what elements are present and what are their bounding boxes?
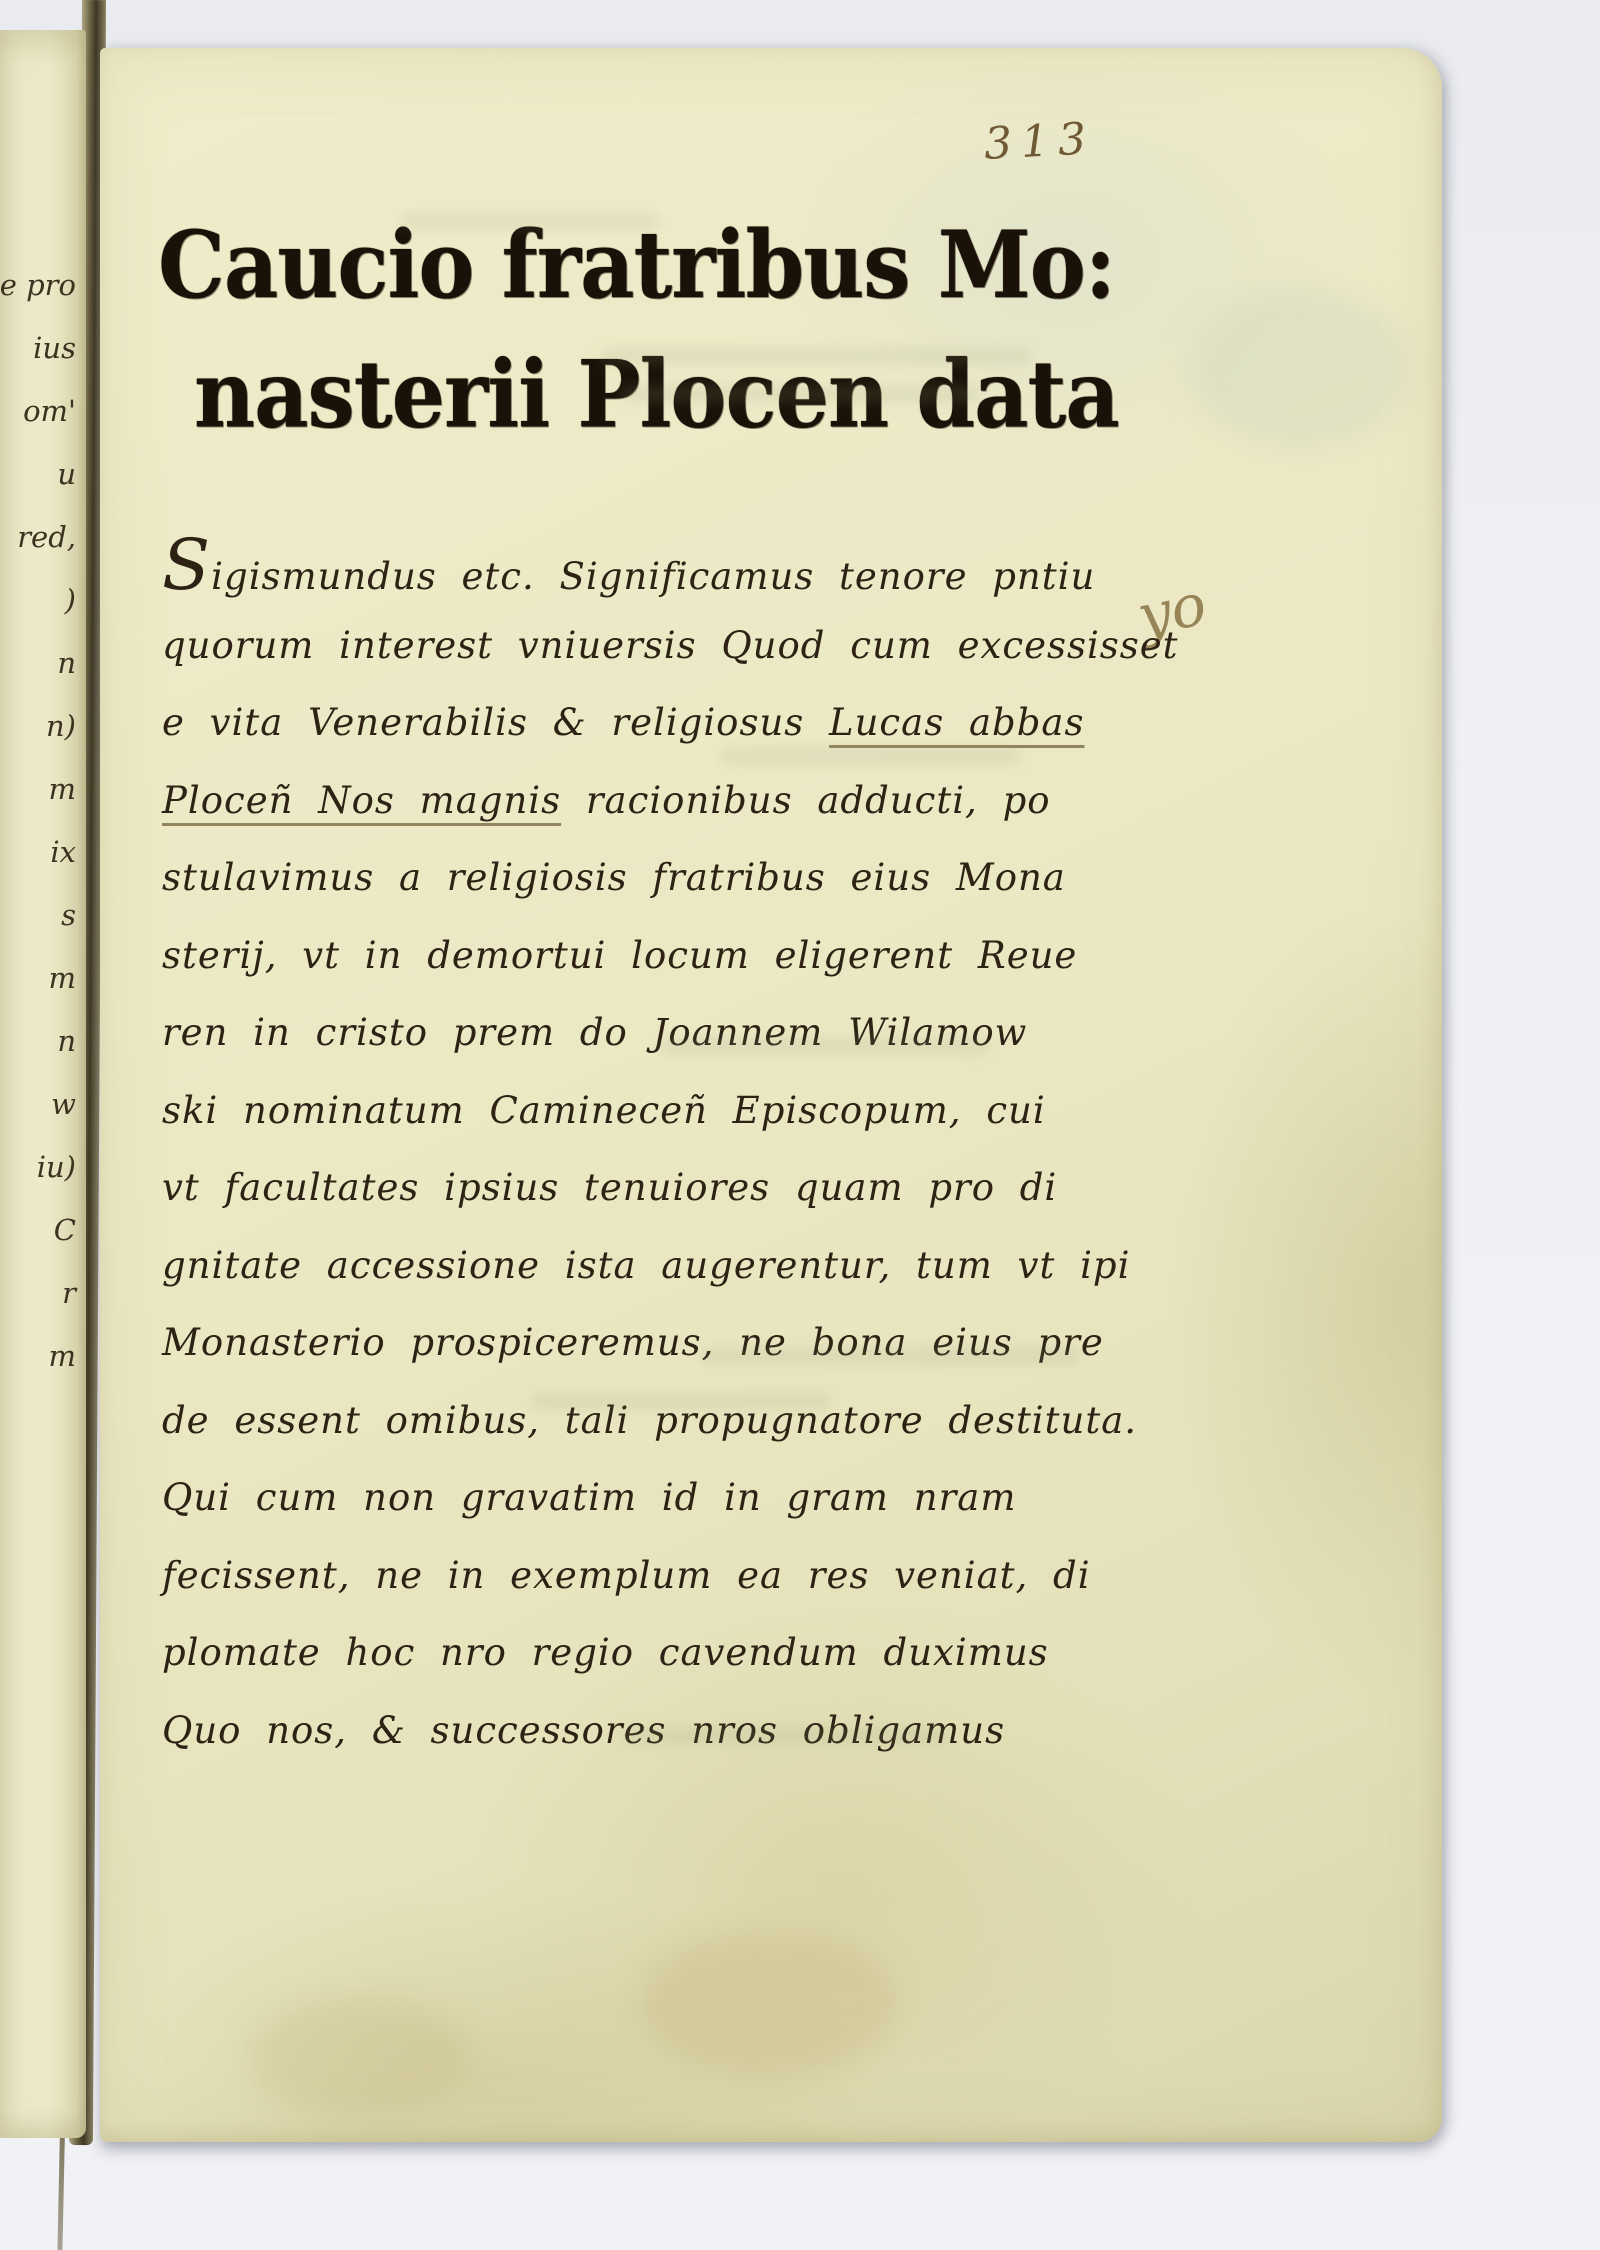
facing-page-text-fragment: iu) — [36, 1150, 76, 1184]
body-line — [162, 1166, 1057, 1209]
facing-page-text-fragment: r — [62, 1276, 76, 1310]
facing-page-text-fragment: u — [57, 457, 76, 491]
body-line — [162, 1089, 1046, 1132]
folio-number: 313 — [982, 113, 1097, 170]
facing-page-text-fragment: red, — [17, 520, 76, 554]
body-line — [162, 524, 1096, 606]
ink-show-through — [700, 1348, 1080, 1364]
text-segment: racionibus adducti, po — [561, 779, 1051, 822]
facing-page-text-fragment: n — [57, 1024, 76, 1058]
parchment-stain — [250, 1998, 470, 2118]
ink-show-through — [530, 1393, 830, 1409]
text-segment: stulavimus a religiosis fratribus eius Mona — [162, 856, 1066, 899]
underlined-text: Ploceñ Nos magnis — [162, 779, 562, 822]
facing-page-text-fragment: m — [48, 772, 76, 806]
ink-show-through — [600, 348, 1030, 364]
ink-show-through — [620, 1728, 950, 1744]
body-line — [162, 701, 1084, 744]
page-gutter-edge-tail — [57, 2128, 65, 2250]
facing-page-text-fragment: ix — [50, 835, 76, 869]
text-segment: quorum interest vniuersis Quod cum excessisset — [162, 624, 1179, 667]
underlined-text: Lucas abbas — [829, 701, 1085, 744]
text-segment: Qui cum non gravatim id in gram nram — [162, 1476, 1017, 1519]
heading-line-2: nasterii Plocen data — [194, 339, 1119, 449]
facing-page-text-fragment: ius — [33, 331, 76, 365]
body-line — [162, 779, 1051, 822]
body-line — [162, 1554, 1091, 1597]
text-segment: ski nominatum Camineceñ Episcopum, cui — [162, 1089, 1046, 1132]
body-line — [162, 1244, 1130, 1287]
text-segment: plomate hoc nro regio cavendum duximus — [162, 1631, 1049, 1674]
facing-page-text-fragment: s — [61, 898, 76, 932]
facing-page-text-fragment: m — [48, 961, 76, 995]
ink-show-through — [620, 386, 980, 402]
body-line — [162, 1631, 1049, 1674]
text-segment: fecissent, ne in exemplum ea res veniat, di — [162, 1554, 1091, 1597]
text-segment: Sigismundus etc. Significamus tenore pntiu — [162, 524, 1096, 606]
body-line — [162, 624, 1179, 667]
heading-line-1: Caucio fratribus Mo: — [158, 209, 1115, 319]
ink-show-through — [720, 748, 1020, 764]
text-segment: vt facultates ipsius tenuiores quam pro di — [162, 1166, 1058, 1209]
facing-page-text-fragment: C — [53, 1213, 76, 1247]
facing-page-text-fragment: n) — [46, 709, 76, 743]
body-line — [162, 856, 1066, 899]
text-segment: Quo nos, & successores nros obligamus — [162, 1709, 1006, 1752]
body-line — [162, 1476, 1016, 1519]
facing-page-edge — [0, 30, 86, 2138]
parchment-stain — [1190, 288, 1410, 448]
ink-show-through — [660, 1038, 990, 1054]
facing-page-text-fragment: w — [51, 1087, 76, 1121]
facing-page-text-fragment: om' — [23, 394, 76, 428]
text-segment: gnitate accessione ista augerentur, tum vt ipi — [162, 1244, 1131, 1287]
facing-page-text-fragment: e pro — [0, 268, 76, 302]
facing-page-text-fragment: m — [48, 1339, 76, 1373]
facing-page-text-fragment: ) — [64, 583, 76, 617]
body-line — [162, 934, 1077, 977]
parchment-stain — [640, 1928, 900, 2078]
text-segment: Monasterio prospiceremus, ne bona eius pre — [162, 1321, 1104, 1364]
ink-show-through — [400, 213, 660, 229]
text-segment: e vita Venerabilis & religiosus — [162, 701, 830, 744]
text-segment: sterij, vt in demortui locum eligerent Reue — [162, 934, 1078, 977]
text-segment: ren in cristo prem do Joannem Wilamow — [162, 1011, 1028, 1054]
manuscript-page — [100, 48, 1442, 2142]
facing-page-text-fragment: n — [57, 646, 76, 680]
margin-annotation: yo — [1131, 569, 1213, 651]
rubric-heading — [158, 200, 1258, 460]
text-segment: de essent omibus, tali propugnatore destituta. — [162, 1399, 1138, 1442]
